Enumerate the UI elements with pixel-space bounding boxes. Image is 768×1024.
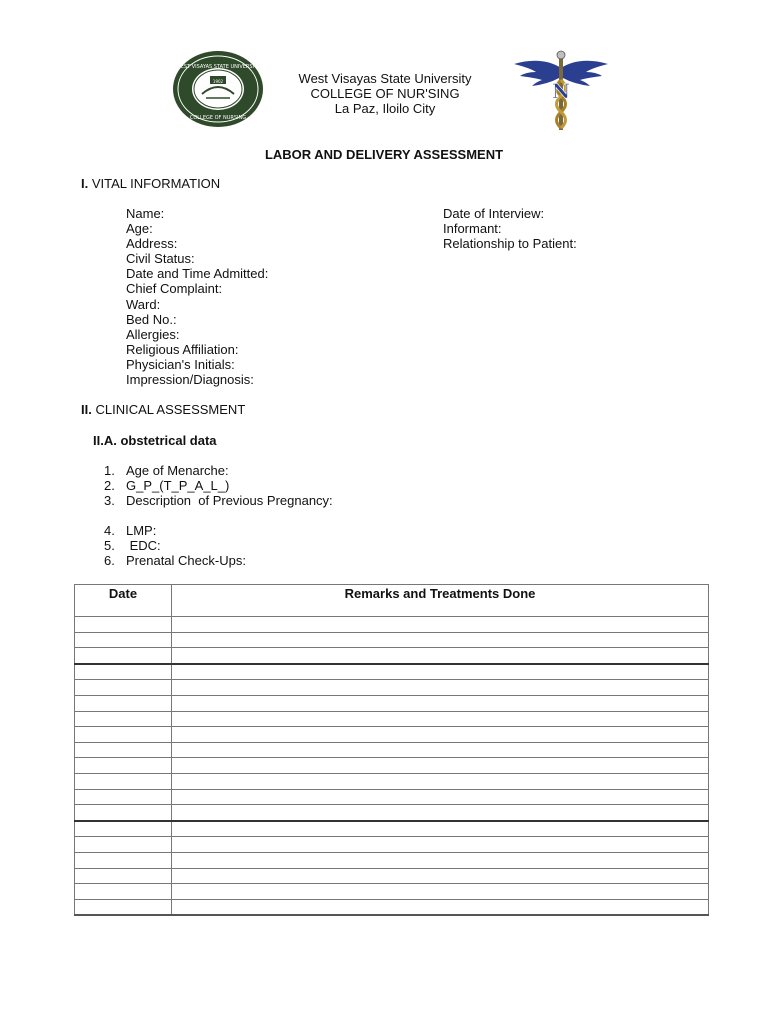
college-name: COLLEGE OF NUR'SING bbox=[310, 86, 460, 101]
remarks-cell[interactable] bbox=[172, 727, 709, 743]
date-cell[interactable] bbox=[75, 789, 172, 805]
remarks-cell[interactable] bbox=[172, 648, 709, 664]
institution-address: La Paz, Iloilo City bbox=[334, 101, 436, 116]
date-cell[interactable] bbox=[75, 648, 172, 664]
svg-text:COLLEGE OF NURSING: COLLEGE OF NURSING bbox=[189, 115, 247, 121]
remarks-cell[interactable] bbox=[172, 711, 709, 727]
table-row bbox=[75, 727, 709, 743]
gtpal-label: G_P_(T_P_A_L_) bbox=[126, 478, 230, 493]
table-row bbox=[75, 648, 709, 664]
date-cell[interactable] bbox=[75, 680, 172, 696]
date-cell[interactable] bbox=[75, 727, 172, 743]
table-row bbox=[75, 773, 709, 789]
obstetrical-data-subheading: II.A. obstetrical data bbox=[93, 433, 217, 448]
remarks-cell[interactable] bbox=[172, 680, 709, 696]
table-row bbox=[75, 758, 709, 774]
table-row bbox=[75, 664, 709, 680]
date-cell[interactable] bbox=[75, 773, 172, 789]
prenatal-checkup-table bbox=[74, 584, 709, 916]
field-relationship-label: Relationship to Patient: bbox=[443, 236, 577, 252]
date-cell[interactable] bbox=[75, 837, 172, 853]
remarks-cell[interactable] bbox=[172, 789, 709, 805]
date-cell[interactable] bbox=[75, 884, 172, 900]
table-row bbox=[75, 680, 709, 696]
table-row bbox=[75, 617, 709, 633]
svg-text:WEST VISAYAS STATE UNIVERSITY: WEST VISAYAS STATE UNIVERSITY bbox=[175, 64, 261, 70]
field-informant-label: Informant: bbox=[443, 221, 502, 237]
remarks-cell[interactable] bbox=[172, 664, 709, 680]
remarks-cell[interactable] bbox=[172, 852, 709, 868]
field-chief-complaint-label: Chief Complaint: bbox=[126, 281, 223, 297]
list-item: 2. G_P_(T_P_A_L_) bbox=[104, 478, 230, 493]
date-cell[interactable] bbox=[75, 617, 172, 633]
date-cell[interactable] bbox=[75, 742, 172, 758]
list-item: 5. EDC: bbox=[104, 538, 161, 553]
list-item: 4. LMP: bbox=[104, 523, 157, 538]
field-bed-no-label: Bed No.: bbox=[126, 311, 177, 327]
field-date-of-interview-label: Date of Interview: bbox=[443, 206, 545, 221]
remarks-cell[interactable] bbox=[172, 821, 709, 837]
table-row bbox=[75, 789, 709, 805]
field-allergies-label: Allergies: bbox=[126, 326, 180, 342]
field-age-label: Age: bbox=[126, 221, 153, 237]
prenatal-checkups-label: Prenatal Check-Ups: bbox=[126, 553, 246, 568]
vital-info-right-fields bbox=[443, 206, 577, 251]
table-body bbox=[75, 617, 709, 916]
table-row bbox=[75, 884, 709, 900]
table-row bbox=[75, 742, 709, 758]
remarks-cell[interactable] bbox=[172, 632, 709, 648]
section-clinical-assessment-heading bbox=[81, 402, 245, 417]
list-item: 1. Age of Menarche: bbox=[104, 463, 229, 478]
date-cell[interactable] bbox=[75, 632, 172, 648]
field-name-label: Name: bbox=[126, 206, 165, 221]
date-cell[interactable] bbox=[75, 868, 172, 884]
list-item: 6. Prenatal Check-Ups: bbox=[104, 553, 246, 568]
remarks-cell[interactable] bbox=[172, 773, 709, 789]
date-cell[interactable] bbox=[75, 852, 172, 868]
caduceus-nursing-logo bbox=[512, 50, 610, 132]
date-cell[interactable] bbox=[75, 805, 172, 821]
table-row bbox=[75, 868, 709, 884]
table-row bbox=[75, 821, 709, 837]
table-header-row bbox=[75, 585, 709, 617]
remarks-cell[interactable] bbox=[172, 899, 709, 915]
date-cell[interactable] bbox=[75, 821, 172, 837]
table-row bbox=[75, 632, 709, 648]
svg-text:1902: 1902 bbox=[212, 79, 224, 84]
date-cell[interactable] bbox=[75, 758, 172, 774]
list-item: 3. Description of Previous Pregnancy: bbox=[104, 493, 333, 508]
field-physician-initials-label: Physician's Initials: bbox=[126, 356, 235, 372]
field-religious-affiliation-label: Religious Affiliation: bbox=[126, 341, 239, 357]
institution-header bbox=[270, 71, 500, 116]
previous-pregnancy-label: Description of Previous Pregnancy: bbox=[126, 493, 333, 508]
remarks-cell[interactable] bbox=[172, 805, 709, 821]
table-row bbox=[75, 899, 709, 915]
section-number: II. bbox=[81, 402, 92, 417]
university-seal-logo bbox=[172, 50, 264, 128]
table-row bbox=[75, 695, 709, 711]
age-of-menarche-label: Age of Menarche: bbox=[126, 463, 229, 478]
field-impression-diagnosis-label: Impression/Diagnosis: bbox=[126, 372, 254, 388]
date-cell[interactable] bbox=[75, 664, 172, 680]
table-row bbox=[75, 805, 709, 821]
remarks-cell[interactable] bbox=[172, 868, 709, 884]
section-vital-information-heading bbox=[81, 176, 220, 191]
lmp-label: LMP: bbox=[126, 523, 157, 538]
date-cell[interactable] bbox=[75, 695, 172, 711]
date-column-header: Date bbox=[75, 585, 172, 617]
date-cell[interactable] bbox=[75, 711, 172, 727]
form-title: LABOR AND DELIVERY ASSESSMENT bbox=[264, 147, 504, 162]
field-civil-status-label: Civil Status: bbox=[126, 251, 195, 267]
university-name: West Visayas State University bbox=[298, 71, 472, 86]
field-address-label: Address: bbox=[126, 236, 178, 252]
svg-text:N: N bbox=[551, 79, 571, 103]
edc-label: EDC: bbox=[126, 538, 161, 553]
vital-info-left-fields bbox=[126, 206, 268, 387]
table-row bbox=[75, 711, 709, 727]
table-row bbox=[75, 837, 709, 853]
section-number: I. bbox=[81, 176, 89, 191]
remarks-cell[interactable] bbox=[172, 695, 709, 711]
table-row bbox=[75, 852, 709, 868]
field-date-admitted-label: Date and Time Admitted: bbox=[126, 266, 269, 282]
remarks-cell[interactable] bbox=[172, 837, 709, 853]
remarks-cell[interactable] bbox=[172, 617, 709, 633]
remarks-cell[interactable] bbox=[172, 758, 709, 774]
remarks-column-header: Remarks and Treatments Done bbox=[172, 585, 709, 617]
remarks-cell[interactable] bbox=[172, 884, 709, 900]
date-cell[interactable] bbox=[75, 899, 172, 915]
section-heading: CLINICAL ASSESSMENT bbox=[95, 402, 246, 417]
field-ward-label: Ward: bbox=[126, 296, 161, 312]
remarks-cell[interactable] bbox=[172, 742, 709, 758]
section-heading: VITAL INFORMATION bbox=[91, 176, 221, 191]
